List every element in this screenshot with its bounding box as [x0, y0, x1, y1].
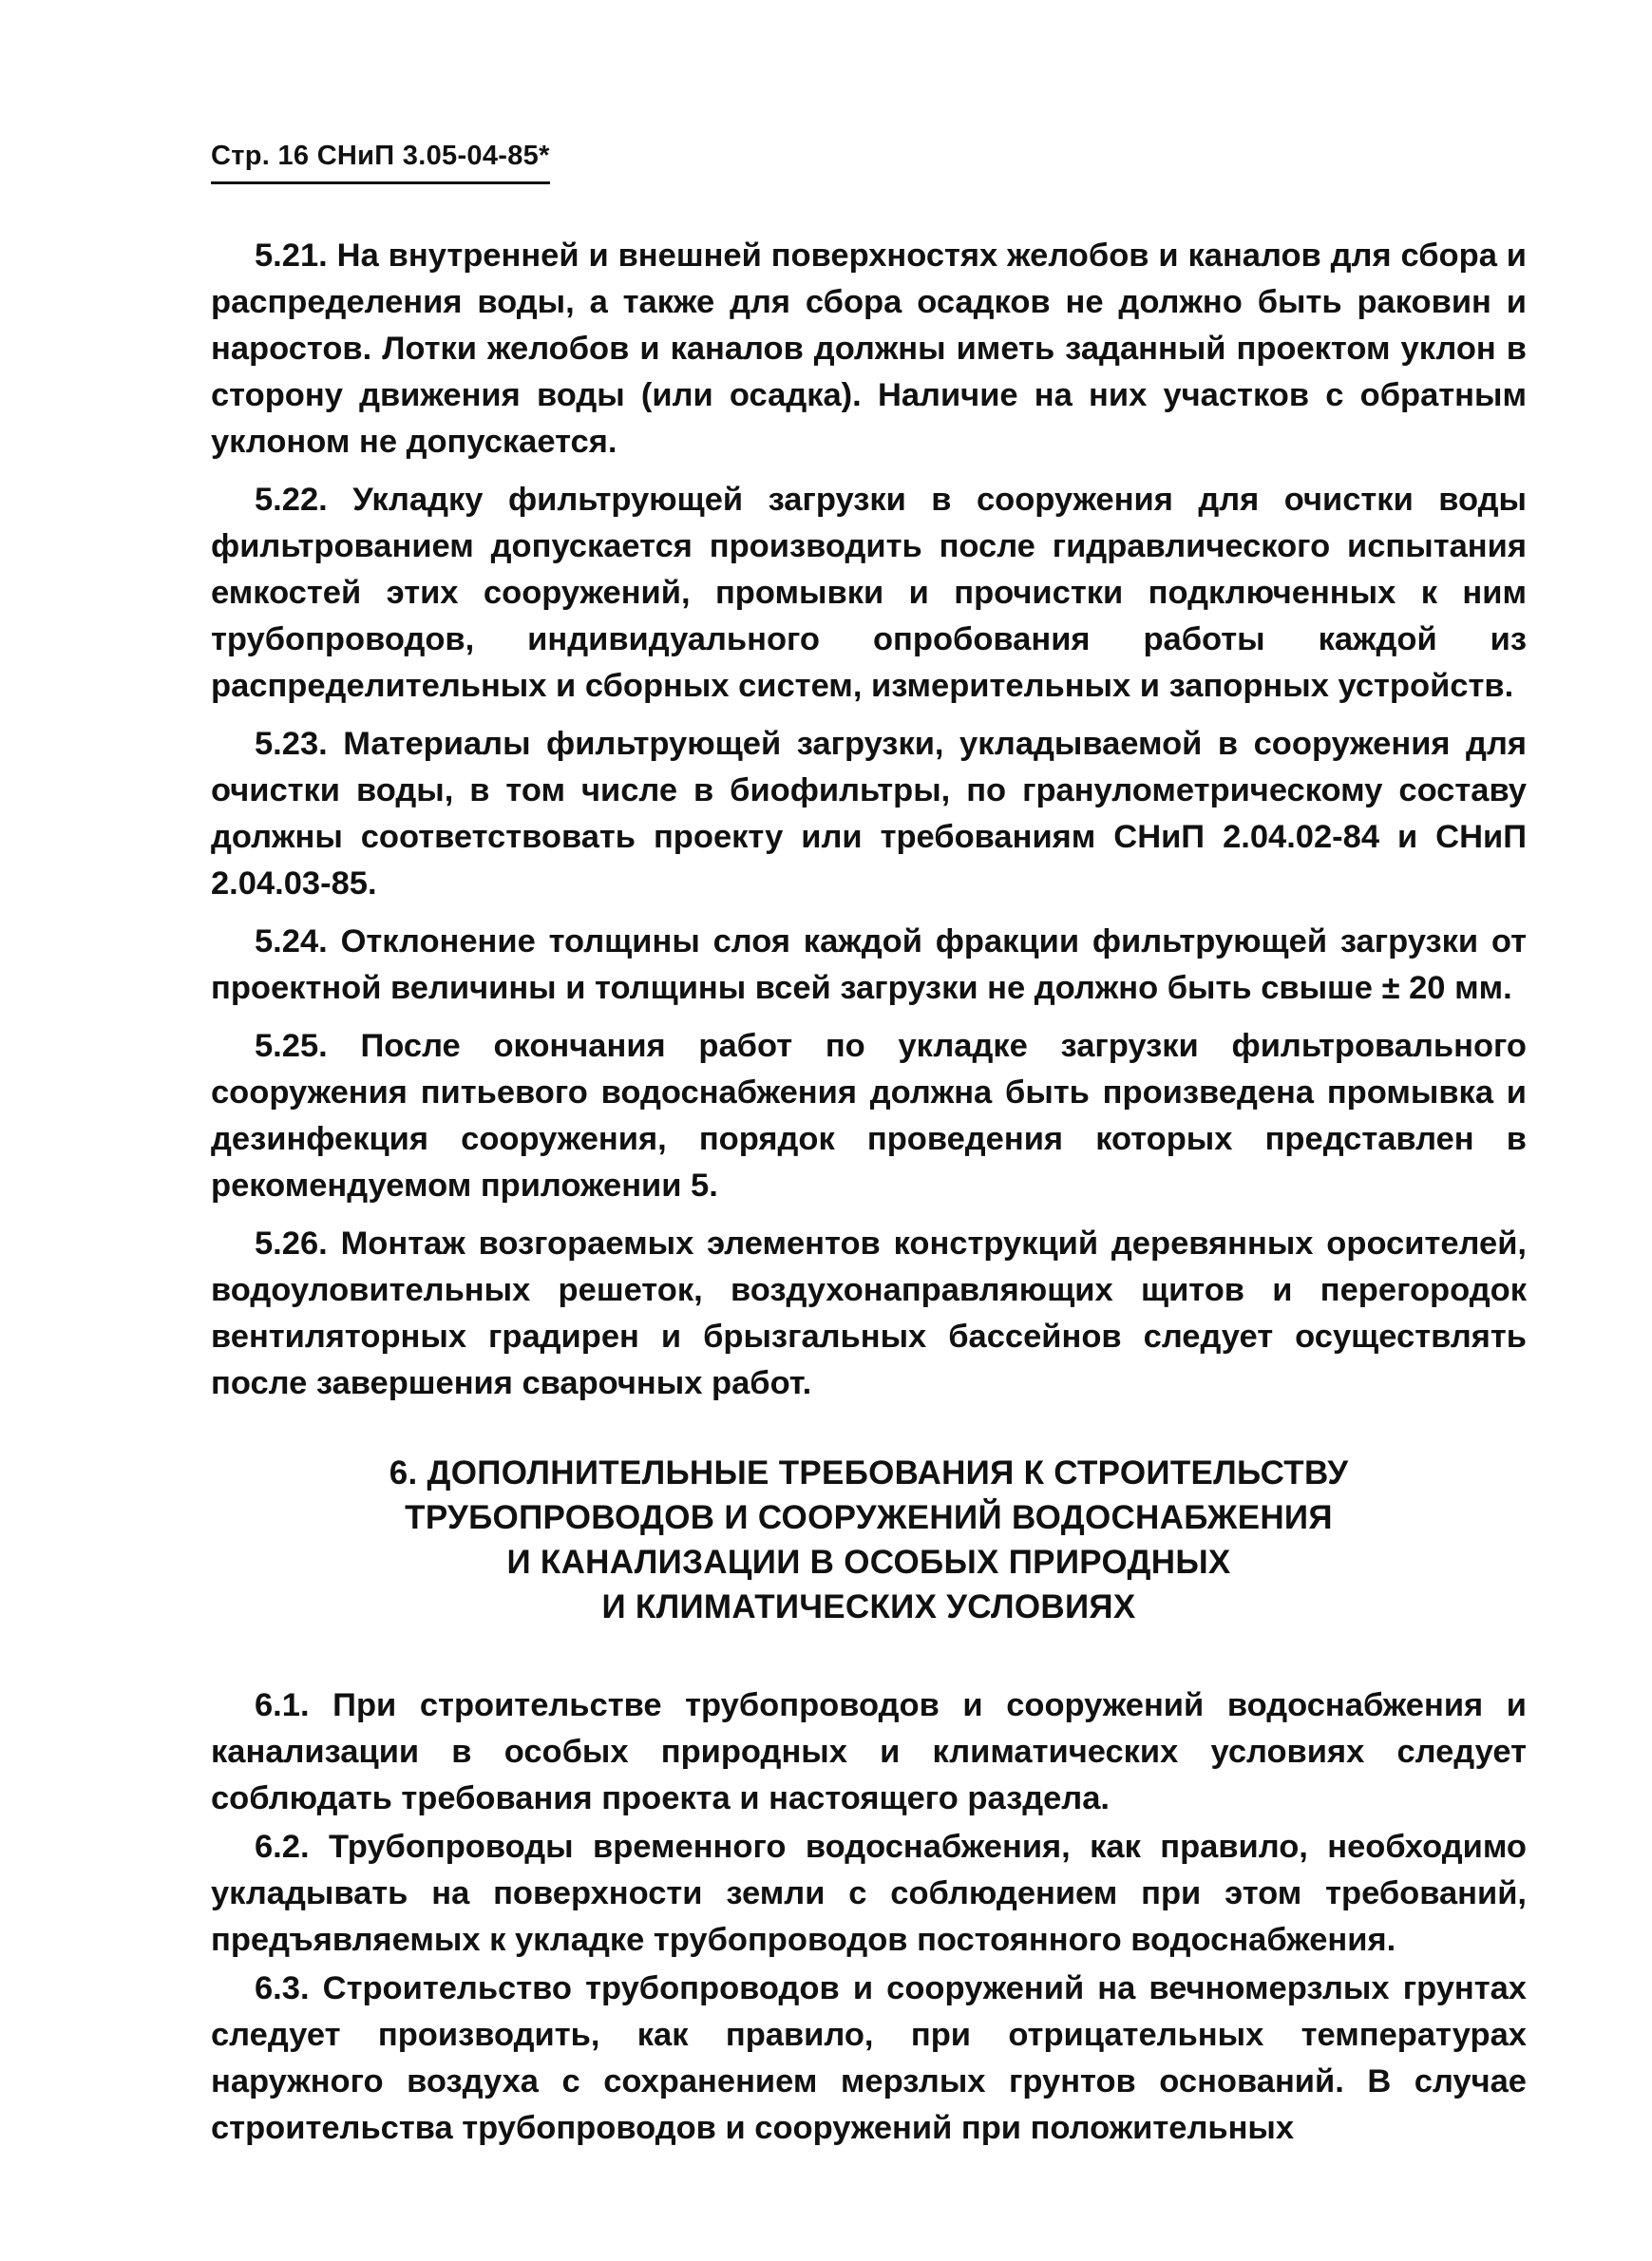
paragraph-text: После окончания работ по укладке загрузки фильтровального сооружения питьевого водоснабжения должна быть произведена промывка и дезинфекция сооружения, порядок проведения которых представлен в рекомендуемом приложении 5. — [211, 1028, 1528, 1204]
paragraph-number: 5.24. — [255, 923, 328, 960]
paragraph-number: 6.1. — [255, 1687, 310, 1723]
paragraph-6-2 — [211, 1824, 1527, 1964]
section-heading-line: ТРУБОПРОВОДОВ И СООРУЖЕНИЙ ВОДОСНАБЖЕНИЯ — [405, 1499, 1333, 1536]
paragraph-number: 6.3. — [255, 1970, 310, 2006]
paragraph-number: 5.21. — [255, 238, 328, 274]
paragraph-6-1 — [211, 1682, 1527, 1822]
paragraph-text: При строительстве трубопроводов и сооружений водоснабжения и канализации в особых природных и климатических условиях следует соблюдать требования проекта и настоящего раздела. — [211, 1687, 1527, 1816]
paragraph-6-3 — [211, 1966, 1527, 2152]
paragraph-text: Отклонение толщины слоя каждой фракции фильтрующей загрузки от проектной величины и толщины всей загрузки не должно быть свыше ± 20 мм. — [211, 923, 1527, 1006]
paragraph-5-22 — [211, 477, 1527, 710]
section-heading-line: И КЛИМАТИЧЕСКИХ УСЛОВИЯХ — [601, 1588, 1136, 1625]
paragraph-5-24 — [211, 919, 1527, 1012]
paragraph-text: Монтаж возгораемых элементов конструкций деревянных оросителей, водоуловительных решеток, воздухонаправляющих щитов и перегородок вентиляторных градирен и брызгальных бассейнов следует осуществлять после завершения сварочных работ. — [211, 1226, 1527, 1401]
paragraph-text: Материалы фильтрующей загрузки, укладываемой в сооружения для очистки воды, в том числе в биофильтры, по гранулометрическому составу должны соответствовать проекту или требованиям СНиП 2.04.02-84 и СНиП 2.04.03-85. — [211, 726, 1527, 902]
paragraph-number: 5.22. — [255, 482, 328, 518]
paragraph-5-23 — [211, 721, 1527, 907]
paragraph-number: 5.26. — [255, 1226, 328, 1262]
paragraph-5-21 — [211, 233, 1527, 466]
section-heading-line: 6. ДОПОЛНИТЕЛЬНЫЕ ТРЕБОВАНИЯ К СТРОИТЕЛЬСТВУ — [389, 1454, 1349, 1492]
section-heading-line: И КАНАЛИЗАЦИИ В ОСОБЫХ ПРИРОДНЫХ — [506, 1544, 1231, 1581]
section-6-heading — [211, 1451, 1527, 1629]
paragraph-text: Укладку фильтрующей загрузки в сооружения для очистки воды фильтрованием допускается производить после гидравлического испытания емкостей этих сооружений, промывки и прочистки подключенных к ним трубопроводов, индивидуального опробования работы каждой из распределительных и сборных систем, измерительных и запорных устройств. — [211, 482, 1527, 704]
paragraph-number: 6.2. — [255, 1829, 310, 1865]
paragraph-text: Строительство трубопроводов и сооружений на вечномерзлых грунтах следует производить, как правило, при отрицательных температурах наружного воздуха с сохранением мерзлых грунтов оснований. В случае строительства трубопроводов и сооружений при положительных — [211, 1970, 1527, 2146]
paragraph-5-26 — [211, 1221, 1527, 1407]
paragraph-number: 5.23. — [255, 726, 328, 762]
paragraph-5-25 — [211, 1023, 1527, 1209]
running-head: Стр. 16 СНиП 3.05-04-85* — [211, 141, 550, 184]
paragraph-text: Трубопроводы временного водоснабжения, как правило, необходимо укладывать на поверхности земли с соблюдением при этом требований, предъявляемых к укладке трубопроводов постоянного водоснабжения. — [211, 1829, 1527, 1958]
paragraph-number: 5.25. — [255, 1028, 328, 1064]
paragraph-text: На внутренней и внешней поверхностях желобов и каналов для сбора и распределения воды, а также для сбора осадков не должно быть раковин и наростов. Лотки желобов и каналов должны иметь заданный проектом уклон в сторону движения воды (или осадка). Наличие на них участков с обратным уклоном не допускается. — [211, 238, 1527, 460]
body-text — [211, 233, 1527, 2154]
